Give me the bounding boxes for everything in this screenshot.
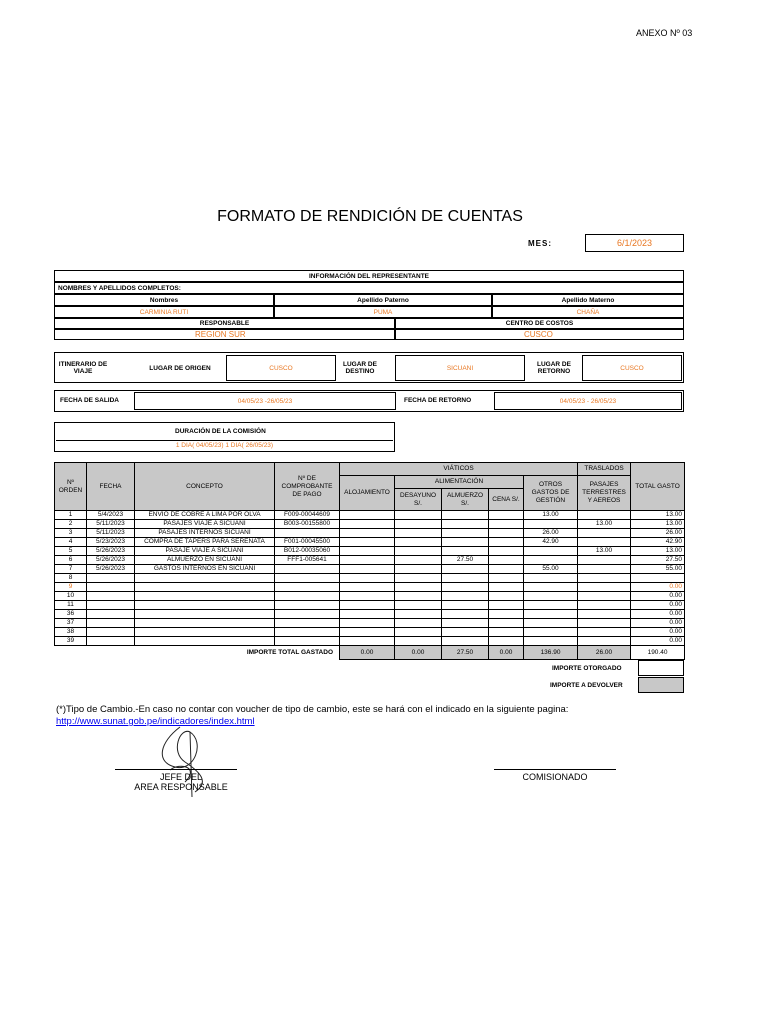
cell-alm bbox=[442, 592, 489, 601]
cell-concepto: PASAJES VIAJE A SICUANI bbox=[135, 520, 275, 529]
cell-n: 6 bbox=[55, 556, 87, 565]
cell-fecha: 5/23/2023 bbox=[87, 538, 135, 547]
cell-aloj bbox=[340, 547, 395, 556]
total-cena: 0.00 bbox=[489, 646, 524, 660]
cell-alm bbox=[442, 511, 489, 520]
retorno-date-value: 04/05/23 - 26/05/23 bbox=[494, 392, 682, 410]
cell-des bbox=[395, 520, 442, 529]
table-row bbox=[55, 628, 685, 637]
total-otros: 136.90 bbox=[524, 646, 578, 660]
cell-alm bbox=[442, 610, 489, 619]
cell-des bbox=[395, 628, 442, 637]
table-row bbox=[55, 529, 685, 538]
exchange-rate-note: (*)Tipo de Cambio.-En caso no contar con voucher de tipo de cambio, este se hará con el indicado en la siguiente pagina: bbox=[56, 704, 569, 715]
cell-pas bbox=[578, 637, 631, 646]
cell-des bbox=[395, 556, 442, 565]
cell-fecha bbox=[87, 601, 135, 610]
cell-n: 11 bbox=[55, 601, 87, 610]
retorno-value: CUSCO bbox=[582, 355, 682, 381]
cell-aloj bbox=[340, 520, 395, 529]
cell-aloj bbox=[340, 637, 395, 646]
cell-total: 0.00 bbox=[631, 628, 685, 637]
cell-n: 39 bbox=[55, 637, 87, 646]
cell-otros bbox=[524, 610, 578, 619]
cell-concepto bbox=[135, 628, 275, 637]
cell-cena bbox=[489, 547, 524, 556]
cell-otros: 42.90 bbox=[524, 538, 578, 547]
cell-otros bbox=[524, 628, 578, 637]
table-row bbox=[55, 619, 685, 628]
cell-comp bbox=[275, 601, 340, 610]
cell-fecha bbox=[87, 583, 135, 592]
signature-line-left bbox=[115, 769, 237, 770]
header-alojamiento: ALOJAMIENTO bbox=[340, 476, 395, 511]
cell-fecha: 5/4/2023 bbox=[87, 511, 135, 520]
cell-aloj bbox=[340, 619, 395, 628]
cell-fecha bbox=[87, 619, 135, 628]
cell-des bbox=[395, 583, 442, 592]
cell-n: 10 bbox=[55, 592, 87, 601]
cell-aloj bbox=[340, 565, 395, 574]
sign-left-line1: JEFE DEL bbox=[159, 772, 202, 782]
cell-concepto: GASTOS INTERNOS EN SICUANI bbox=[135, 565, 275, 574]
cell-otros bbox=[524, 520, 578, 529]
retorno-label: LUGAR DE RETORNO bbox=[537, 361, 571, 375]
cell-cena bbox=[489, 583, 524, 592]
cell-pas: 13.00 bbox=[578, 520, 631, 529]
cell-comp bbox=[275, 592, 340, 601]
cell-n: 1 bbox=[55, 511, 87, 520]
cell-total: 0.00 bbox=[631, 610, 685, 619]
cell-des bbox=[395, 547, 442, 556]
cell-concepto bbox=[135, 619, 275, 628]
cell-aloj bbox=[340, 511, 395, 520]
cell-total: 13.00 bbox=[631, 520, 685, 529]
annex-number: ANEXO Nº 03 bbox=[636, 28, 693, 38]
cell-des bbox=[395, 538, 442, 547]
col-apellido-materno: Apellido Materno bbox=[492, 294, 684, 306]
cell-aloj bbox=[340, 583, 395, 592]
cell-fecha: 5/26/2023 bbox=[87, 565, 135, 574]
cell-aloj bbox=[340, 592, 395, 601]
cell-total: 42.90 bbox=[631, 538, 685, 547]
centro-costos-value: CUSCO bbox=[395, 329, 684, 340]
cell-des bbox=[395, 574, 442, 583]
cell-n: 3 bbox=[55, 529, 87, 538]
cell-total bbox=[631, 574, 685, 583]
cell-pas: 13.00 bbox=[578, 547, 631, 556]
cell-fecha bbox=[87, 637, 135, 646]
salida-label: FECHA DE SALIDA bbox=[60, 397, 119, 404]
cell-alm: 27.50 bbox=[442, 556, 489, 565]
cell-concepto bbox=[135, 610, 275, 619]
cell-fecha bbox=[87, 628, 135, 637]
cell-des bbox=[395, 529, 442, 538]
cell-aloj bbox=[340, 556, 395, 565]
cell-total: 0.00 bbox=[631, 583, 685, 592]
cell-fecha: 5/26/2023 bbox=[87, 547, 135, 556]
cell-concepto: ALMUERZO EN SICUANI bbox=[135, 556, 275, 565]
full-name-label: NOMBRES Y APELLIDOS COMPLETOS: bbox=[54, 282, 684, 294]
cell-otros: 26.00 bbox=[524, 529, 578, 538]
table-row bbox=[55, 592, 685, 601]
cell-pas bbox=[578, 583, 631, 592]
responsable-value: REGION SUR bbox=[54, 329, 395, 340]
cell-total: 0.00 bbox=[631, 592, 685, 601]
cell-pas bbox=[578, 538, 631, 547]
cell-comp: FFF1-005641 bbox=[275, 556, 340, 565]
cell-total: 26.00 bbox=[631, 529, 685, 538]
cell-comp bbox=[275, 628, 340, 637]
signature-line-right bbox=[494, 769, 616, 770]
itinerario-label: ITINERARIO DE VIAJE bbox=[58, 361, 108, 375]
cell-cena bbox=[489, 601, 524, 610]
expense-table bbox=[54, 462, 685, 660]
header-orden: Nº ORDEN bbox=[55, 463, 87, 511]
cell-des bbox=[395, 511, 442, 520]
cell-n: 9 bbox=[55, 583, 87, 592]
cell-cena bbox=[489, 565, 524, 574]
cell-total: 0.00 bbox=[631, 637, 685, 646]
page-title: FORMATO DE RENDICIÓN DE CUENTAS bbox=[217, 208, 523, 225]
cell-comp: B012-00035060 bbox=[275, 547, 340, 556]
table-row bbox=[55, 574, 685, 583]
cell-concepto: PASAJE VIAJE A SICUANI bbox=[135, 547, 275, 556]
cell-des bbox=[395, 592, 442, 601]
cell-des bbox=[395, 637, 442, 646]
cell-otros bbox=[524, 556, 578, 565]
cell-comp bbox=[275, 529, 340, 538]
cell-cena bbox=[489, 574, 524, 583]
total-gasto: 190.40 bbox=[631, 646, 685, 660]
cell-pas bbox=[578, 556, 631, 565]
cell-aloj bbox=[340, 574, 395, 583]
cell-alm bbox=[442, 637, 489, 646]
cell-total: 13.00 bbox=[631, 511, 685, 520]
cell-comp bbox=[275, 565, 340, 574]
header-concepto: CONCEPTO bbox=[135, 463, 275, 511]
cell-des bbox=[395, 619, 442, 628]
cell-otros bbox=[524, 601, 578, 610]
mes-label: MES: bbox=[528, 239, 552, 248]
cell-pas bbox=[578, 610, 631, 619]
cell-otros bbox=[524, 619, 578, 628]
header-desayuno: DESAYUNO S/. bbox=[395, 489, 442, 511]
cell-aloj bbox=[340, 628, 395, 637]
origen-value: CUSCO bbox=[226, 355, 336, 381]
cell-pas bbox=[578, 628, 631, 637]
cell-alm bbox=[442, 628, 489, 637]
rep-header: INFORMACIÓN DEL REPRESENTANTE bbox=[54, 270, 684, 282]
total-pasajes: 26.00 bbox=[578, 646, 631, 660]
retorno-date-label: FECHA DE RETORNO bbox=[404, 397, 472, 404]
value-apellido-materno: CHAÑA bbox=[492, 306, 684, 318]
cell-alm bbox=[442, 538, 489, 547]
cell-alm bbox=[442, 565, 489, 574]
cell-cena bbox=[489, 556, 524, 565]
cell-fecha: 5/26/2023 bbox=[87, 556, 135, 565]
cell-cena bbox=[489, 520, 524, 529]
destino-value: SICUANI bbox=[395, 355, 525, 381]
value-nombres: CARMINIA RUTI bbox=[54, 306, 274, 318]
cell-des bbox=[395, 565, 442, 574]
table-row bbox=[55, 601, 685, 610]
duration-label: DURACIÓN DE LA COMISIÓN bbox=[175, 428, 266, 435]
cell-cena bbox=[489, 637, 524, 646]
cell-cena bbox=[489, 619, 524, 628]
cell-des bbox=[395, 610, 442, 619]
cell-otros bbox=[524, 574, 578, 583]
cell-cena bbox=[489, 610, 524, 619]
header-traslados: TRASLADOS bbox=[578, 463, 631, 476]
header-almuerzo: ALMUERZO S/. bbox=[442, 489, 489, 511]
total-label: IMPORTE TOTAL GASTADO bbox=[55, 646, 340, 660]
cell-cena bbox=[489, 529, 524, 538]
cell-fecha bbox=[87, 574, 135, 583]
cell-concepto bbox=[135, 583, 275, 592]
cell-concepto: ENVIO DE COBRE A LIMA POR OLVA bbox=[135, 511, 275, 520]
col-apellido-paterno: Apellido Paterno bbox=[274, 294, 492, 306]
cell-n: 36 bbox=[55, 610, 87, 619]
table-row bbox=[55, 610, 685, 619]
cell-alm bbox=[442, 583, 489, 592]
cell-otros bbox=[524, 637, 578, 646]
cell-otros bbox=[524, 583, 578, 592]
cell-comp bbox=[275, 610, 340, 619]
header-fecha: FECHA bbox=[87, 463, 135, 511]
total-alojamiento: 0.00 bbox=[340, 646, 395, 660]
header-total: TOTAL GASTO bbox=[631, 463, 685, 511]
cell-concepto: COMPRA DE TAPERS PARA SERENATA bbox=[135, 538, 275, 547]
devolver-label: IMPORTE A DEVOLVER bbox=[550, 682, 623, 689]
cell-n: 5 bbox=[55, 547, 87, 556]
cell-pas bbox=[578, 565, 631, 574]
cell-n: 4 bbox=[55, 538, 87, 547]
cell-pas bbox=[578, 619, 631, 628]
table-row bbox=[55, 538, 685, 547]
cell-concepto bbox=[135, 592, 275, 601]
table-row bbox=[55, 556, 685, 565]
cell-fecha: 5/11/2023 bbox=[87, 520, 135, 529]
sign-right: COMISIONADO bbox=[522, 772, 588, 782]
table-row bbox=[55, 637, 685, 646]
cell-aloj bbox=[340, 529, 395, 538]
cell-otros: 13.00 bbox=[524, 511, 578, 520]
cell-comp: F009-00044609 bbox=[275, 511, 340, 520]
centro-costos-label: CENTRO DE COSTOS bbox=[395, 318, 684, 329]
cell-pas bbox=[578, 592, 631, 601]
table-row bbox=[55, 565, 685, 574]
cell-total: 55.00 bbox=[631, 565, 685, 574]
cell-n: 8 bbox=[55, 574, 87, 583]
cell-n: 2 bbox=[55, 520, 87, 529]
cell-des bbox=[395, 601, 442, 610]
cell-alm bbox=[442, 529, 489, 538]
cell-n: 7 bbox=[55, 565, 87, 574]
total-almuerzo: 27.50 bbox=[442, 646, 489, 660]
cell-alm bbox=[442, 520, 489, 529]
header-pasajes: PASAJES TERRESTRES Y AEREOS bbox=[578, 476, 631, 511]
responsable-label: RESPONSABLE bbox=[54, 318, 395, 329]
cell-comp bbox=[275, 619, 340, 628]
cell-n: 38 bbox=[55, 628, 87, 637]
cell-comp bbox=[275, 583, 340, 592]
header-viaticos: VIÁTICOS bbox=[340, 463, 578, 476]
cell-comp bbox=[275, 637, 340, 646]
header-alimentacion: ALIMENTACIÓN bbox=[395, 476, 524, 489]
destino-label: LUGAR DE DESTINO bbox=[343, 361, 377, 375]
cell-otros bbox=[524, 592, 578, 601]
cell-comp: B003-00155800 bbox=[275, 520, 340, 529]
cell-aloj bbox=[340, 538, 395, 547]
cell-alm bbox=[442, 547, 489, 556]
cell-comp bbox=[275, 574, 340, 583]
mes-value: 6/1/2023 bbox=[585, 234, 684, 252]
cell-cena bbox=[489, 628, 524, 637]
salida-value: 04/05/23 -26/05/23 bbox=[134, 392, 396, 410]
col-nombres: Nombres bbox=[54, 294, 274, 306]
header-comprobante: Nº DE COMPROBANTE DE PAGO bbox=[275, 463, 340, 511]
cell-aloj bbox=[340, 610, 395, 619]
cell-pas bbox=[578, 529, 631, 538]
cell-fecha: 5/11/2023 bbox=[87, 529, 135, 538]
cell-comp: F001-00045500 bbox=[275, 538, 340, 547]
header-otros: OTROS GASTOS DE GESTIÓN bbox=[524, 476, 578, 511]
cell-total: 0.00 bbox=[631, 601, 685, 610]
origen-label: LUGAR DE ORIGEN bbox=[149, 364, 211, 372]
cell-alm bbox=[442, 619, 489, 628]
cell-total: 13.00 bbox=[631, 547, 685, 556]
table-row bbox=[55, 547, 685, 556]
cell-concepto bbox=[135, 601, 275, 610]
cell-pas bbox=[578, 601, 631, 610]
cell-total: 0.00 bbox=[631, 619, 685, 628]
cell-pas bbox=[578, 574, 631, 583]
cell-concepto bbox=[135, 637, 275, 646]
cell-aloj bbox=[340, 601, 395, 610]
sunat-link[interactable]: http://www.sunat.gob.pe/indicadores/index.html bbox=[56, 716, 255, 727]
otorgado-label: IMPORTE OTORGADO bbox=[552, 665, 622, 672]
cell-concepto bbox=[135, 574, 275, 583]
table-row bbox=[55, 583, 685, 592]
cell-cena bbox=[489, 538, 524, 547]
table-row bbox=[55, 520, 685, 529]
cell-total: 27.50 bbox=[631, 556, 685, 565]
value-apellido-paterno: PUMA bbox=[274, 306, 492, 318]
cell-alm bbox=[442, 601, 489, 610]
cell-pas bbox=[578, 511, 631, 520]
devolver-value bbox=[638, 677, 684, 693]
table-row bbox=[55, 511, 685, 520]
otorgado-value bbox=[638, 660, 684, 676]
cell-alm bbox=[442, 574, 489, 583]
cell-n: 37 bbox=[55, 619, 87, 628]
header-cena: CENA S/. bbox=[489, 489, 524, 511]
duration-value: 1 DIA( 04/05/23) 1 DIA( 26/05/23) bbox=[56, 440, 393, 450]
total-desayuno: 0.00 bbox=[395, 646, 442, 660]
cell-cena bbox=[489, 592, 524, 601]
cell-fecha bbox=[87, 592, 135, 601]
cell-cena bbox=[489, 511, 524, 520]
cell-fecha bbox=[87, 610, 135, 619]
cell-otros: 55.00 bbox=[524, 565, 578, 574]
sign-left-line2: AREA RESPONSABLE bbox=[134, 782, 228, 792]
cell-otros bbox=[524, 547, 578, 556]
cell-concepto: PASAJES INTERNOS SICUANI bbox=[135, 529, 275, 538]
